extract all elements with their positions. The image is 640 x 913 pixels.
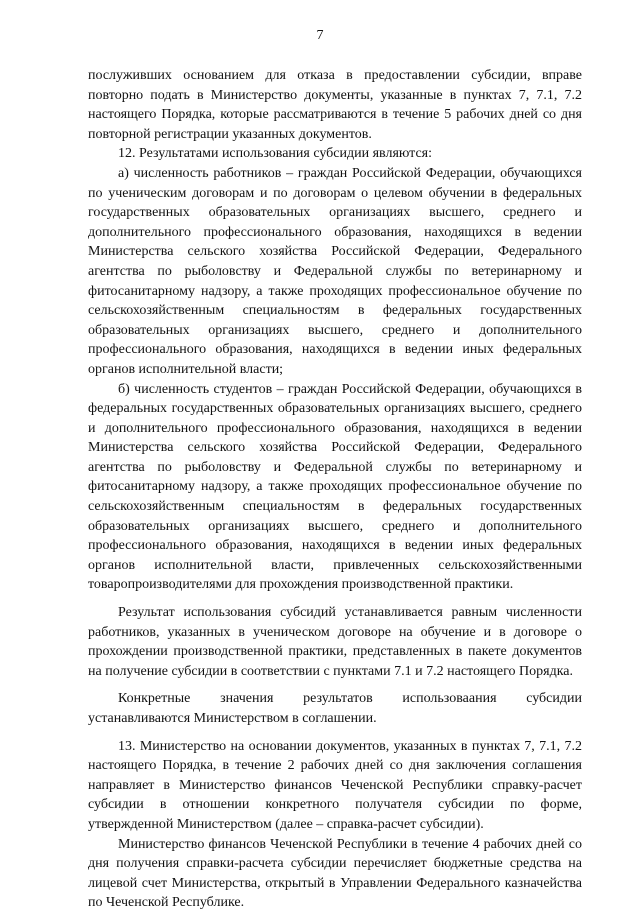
paragraph-13: 13. Министерство на основании документов, указанных в пунктах 7, 7.1, 7.2 настоящего Порядка, в течение 2 рабочих дней со дня заключения соглашения направляет в Министерство финансов Чеченской Республики справку-расчет субсидии в отношении конкретного получателя субсидии по форме, утвержденной Министерством (далее – справка-расчет субсидии). (88, 738, 582, 832)
paragraph-12-a: а) численность работников – граждан Российской Федерации, обучающихся по ученическим договорам и по договорам о целевом обучении в федеральных государственных образовательных организациях высшего, среднего и дополнительного профессионального образования, находящихся в ведении Министерства сельского хозяйства Российской Федерации, Федерального агентства по рыболовству и Федеральной службы по ветеринарному и фитосанитарному надзору, а также проходящих профессиональное обучение по сельскохозяйственным специальностям в федеральных государственных образовательных организациях высшего, среднего и дополнительного профессионального образования, находящихся в ведении иных федеральных органов исполнительной власти; (88, 165, 582, 377)
paragraph-result-definition: Результат использования субсидий устанавливается равным численности работников, указанных в ученическом договоре на обучение и в договоре о прохождении производственной практики, представленных в пакете документов на получение субсидии в соответствии с пунктами 7.1 и 7.2 настоящего Порядка. (88, 605, 582, 679)
paragraph-12-heading: 12. Результатами использования субсидии являются: (118, 146, 433, 162)
paragraph-12-b: б) численность студентов – граждан Российской Федерации, обучающихся в федеральных государственных образовательных организациях высшего, среднего и дополнительного профессионального образования, находящихся в ведении Министерства сельского хозяйства Российской Федерации, Федерального агентства по рыболовству и Федеральной службы по ветеринарному и фитосанитарному надзору, а также проходящих профессиональное обучение по сельскохозяйственным специальностям в федеральных государственных образовательных организациях высшего, среднего и дополнительного профессионального образования, находящихся в ведении иных федеральных органов исполнительной власти, привлеченных сельскохозяйственными товаропроизводителями для прохождения производственной практики. (88, 381, 582, 593)
paragraph-continuation: послуживших основанием для отказа в предоставлении субсидии, вправе повторно подать в Министерство документы, указанные в пунктах 7, 7.1, 7.2 настоящего Порядка, которые рассматриваются в течение 5 рабочих дней со дня повторной регистрации указанных документов. (88, 68, 582, 142)
document-body (88, 66, 582, 913)
paragraph-13-finance-ministry: Министерство финансов Чеченской Республики в течение 4 рабочих дней со дня получения справки-расчета субсидии перечисляет бюджетные средства на лицевой счет Министерства, открытый в Управлении Федерального казначейства по Чеченской Республике. (88, 836, 582, 911)
paragraph-result-values: Конкретные значения результатов использоваания субсидии устанавливаются Министерством в соглашении. (88, 691, 582, 726)
page-number: 7 (316, 28, 324, 43)
